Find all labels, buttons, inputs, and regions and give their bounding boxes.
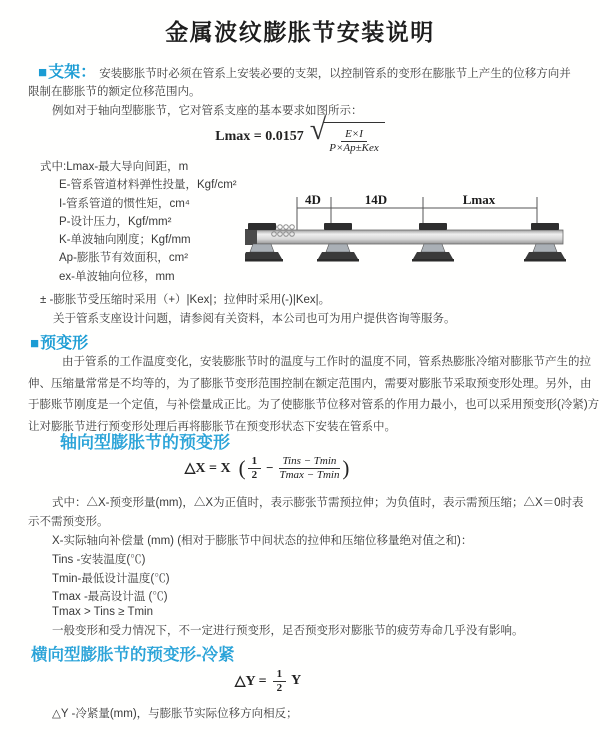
dimension-label-14d: 14D <box>364 192 388 207</box>
lmax-formula <box>0 113 600 154</box>
predeform-section-heading: 预变形 <box>40 335 89 352</box>
definition-item: P-设计压力，Kgf/mm² <box>59 215 172 228</box>
definition-item: 式中:Lmax-最大导向间距，m <box>40 161 189 173</box>
paragraph-line: 于膨账节刚度是一个定值，与补偿量成正比。为了使膨胀节位移对管系的作用力最小，也可以采用预变形(冷紧)方 <box>28 399 600 412</box>
lateral-half-denominator: 2 <box>276 681 283 694</box>
symbol-definitions <box>40 158 237 286</box>
axial-formula-denominator: Tmax − Tmin <box>279 468 340 481</box>
lmax-formula-lhs: Lmax = 0.0157 <box>215 129 304 145</box>
tins-definition: Tins -安装温度(℃) <box>52 554 146 566</box>
half-numerator: 1 <box>248 455 262 469</box>
axial-formula-lhs: △X = X <box>184 460 231 476</box>
section-square-icon: ■ <box>30 335 40 352</box>
axial-note: 一般变形和受力情况下，不一定进行预变形，足否预变形对膨胀节的疲劳寿命几乎没有影响。 <box>52 625 524 637</box>
support-spacing-diagram <box>245 192 585 270</box>
lmax-formula-numerator: E×I <box>341 128 367 142</box>
open-paren: ( <box>238 455 246 480</box>
axial-formula <box>0 455 568 481</box>
pipe <box>247 230 563 244</box>
consult-note: 关于管系支座设计问题，请参阅有关资料，本公司也可为用户提供咨询等服务。 <box>53 313 456 325</box>
paragraph-line: 由于管系的工作温度变化，安装膨胀节时的温度与工作时的温度不同，管系热膨胀冷缩对膨胀节产生的拉 <box>62 356 591 368</box>
tmax-definition: Tmax -最高设计温 (℃) <box>52 591 168 603</box>
axial-formula-numerator: Tins − Tmin <box>279 455 341 469</box>
page-title: 金属波纹膨胀节安装说明 <box>165 19 435 45</box>
definition-item: I-管系管道的惯性矩，cm⁴ <box>59 197 190 210</box>
tmin-definition: Tmin-最低设计温度(℃) <box>52 573 170 585</box>
support-intro-line1 <box>38 59 571 82</box>
definition-item: ex-单波轴向位移，mm <box>59 270 175 283</box>
axial-desc-line2: 示不需预变形。 <box>28 516 109 528</box>
temperature-relation: Tmax > Tins ≥ Tmin <box>52 606 153 618</box>
lateral-formula-lhs: △Y = <box>234 673 267 689</box>
pipe-end-flange <box>245 229 257 245</box>
definition-item: K-单波轴向刚度；Kgf/mm <box>59 234 191 247</box>
dimension-label-4d: 4D <box>305 192 321 207</box>
lateral-subsection-heading: 横向型膨胀节的预变形-冷紧 <box>31 646 235 664</box>
definition-item: E-管系管道材料弹性投量，Kgf/cm² <box>59 179 237 192</box>
dimension-label-lmax: Lmax <box>462 192 496 207</box>
lateral-half-numerator: 1 <box>273 668 287 682</box>
support-example-line: 例如对于轴向型膨胀节，它对管系支座的基本要求如图所示： <box>52 105 363 117</box>
paragraph-line: 伸、压缩量常常是不均等的，为了膨胀节变形范围控制在额定范围内，需要对膨胀节采取预变形处理。另外，由 <box>28 377 592 390</box>
support-intro-line2: 限制在膨胀节的额定位移范围内。 <box>28 86 201 98</box>
axial-subsection-heading: 轴向型膨胀节的预变形 <box>60 433 230 452</box>
lmax-formula-denominator: P×Ap±Kex <box>329 141 379 154</box>
lateral-desc: △Y -冷紧量(mm)，与膨胀节实际位移方向相反； <box>52 708 298 720</box>
lateral-formula-rhs: Y <box>291 673 302 689</box>
axial-x-definition: X-实际轴向补偿量 (mm) (相对于膨胀节中间状态的拉伸和压缩位移量绝对值之和)： <box>52 535 473 547</box>
half-denominator: 2 <box>251 468 258 481</box>
minus-sign: − <box>266 460 274 476</box>
predeform-paragraph <box>28 352 599 438</box>
lateral-formula <box>0 668 568 694</box>
close-paren: ) <box>342 455 350 480</box>
sqrt-icon: √ <box>309 113 327 146</box>
section-square-icon: ■ <box>38 64 48 81</box>
paragraph-line: 让对膨胀节进行预变形处理后再将膨胀节在预变形状态下安装在管系中。 <box>28 420 396 433</box>
radical-sign <box>309 113 385 154</box>
definition-item: Ap-膨胀节有效面积，cm² <box>59 252 189 265</box>
pm-note: ± -膨胀节受压缩时采用（+）|Kex|；拉伸时采用(-)|Kex|。 <box>40 294 331 306</box>
support-intro-text1: 安装膨胀节时必须在管系上安装必要的支架，以控制管系的变形在膨胀节上产生的位移方向并 <box>99 68 571 80</box>
axial-desc-line1: 式中：△X-预变形量(mm)，△X为正值时，表示膨张节需预拉伸；为负值时，表示需预压缩；△X＝0时表 <box>52 497 584 509</box>
support-section-heading: 支架： <box>48 64 97 81</box>
predeform-section-heading-row <box>30 330 88 353</box>
